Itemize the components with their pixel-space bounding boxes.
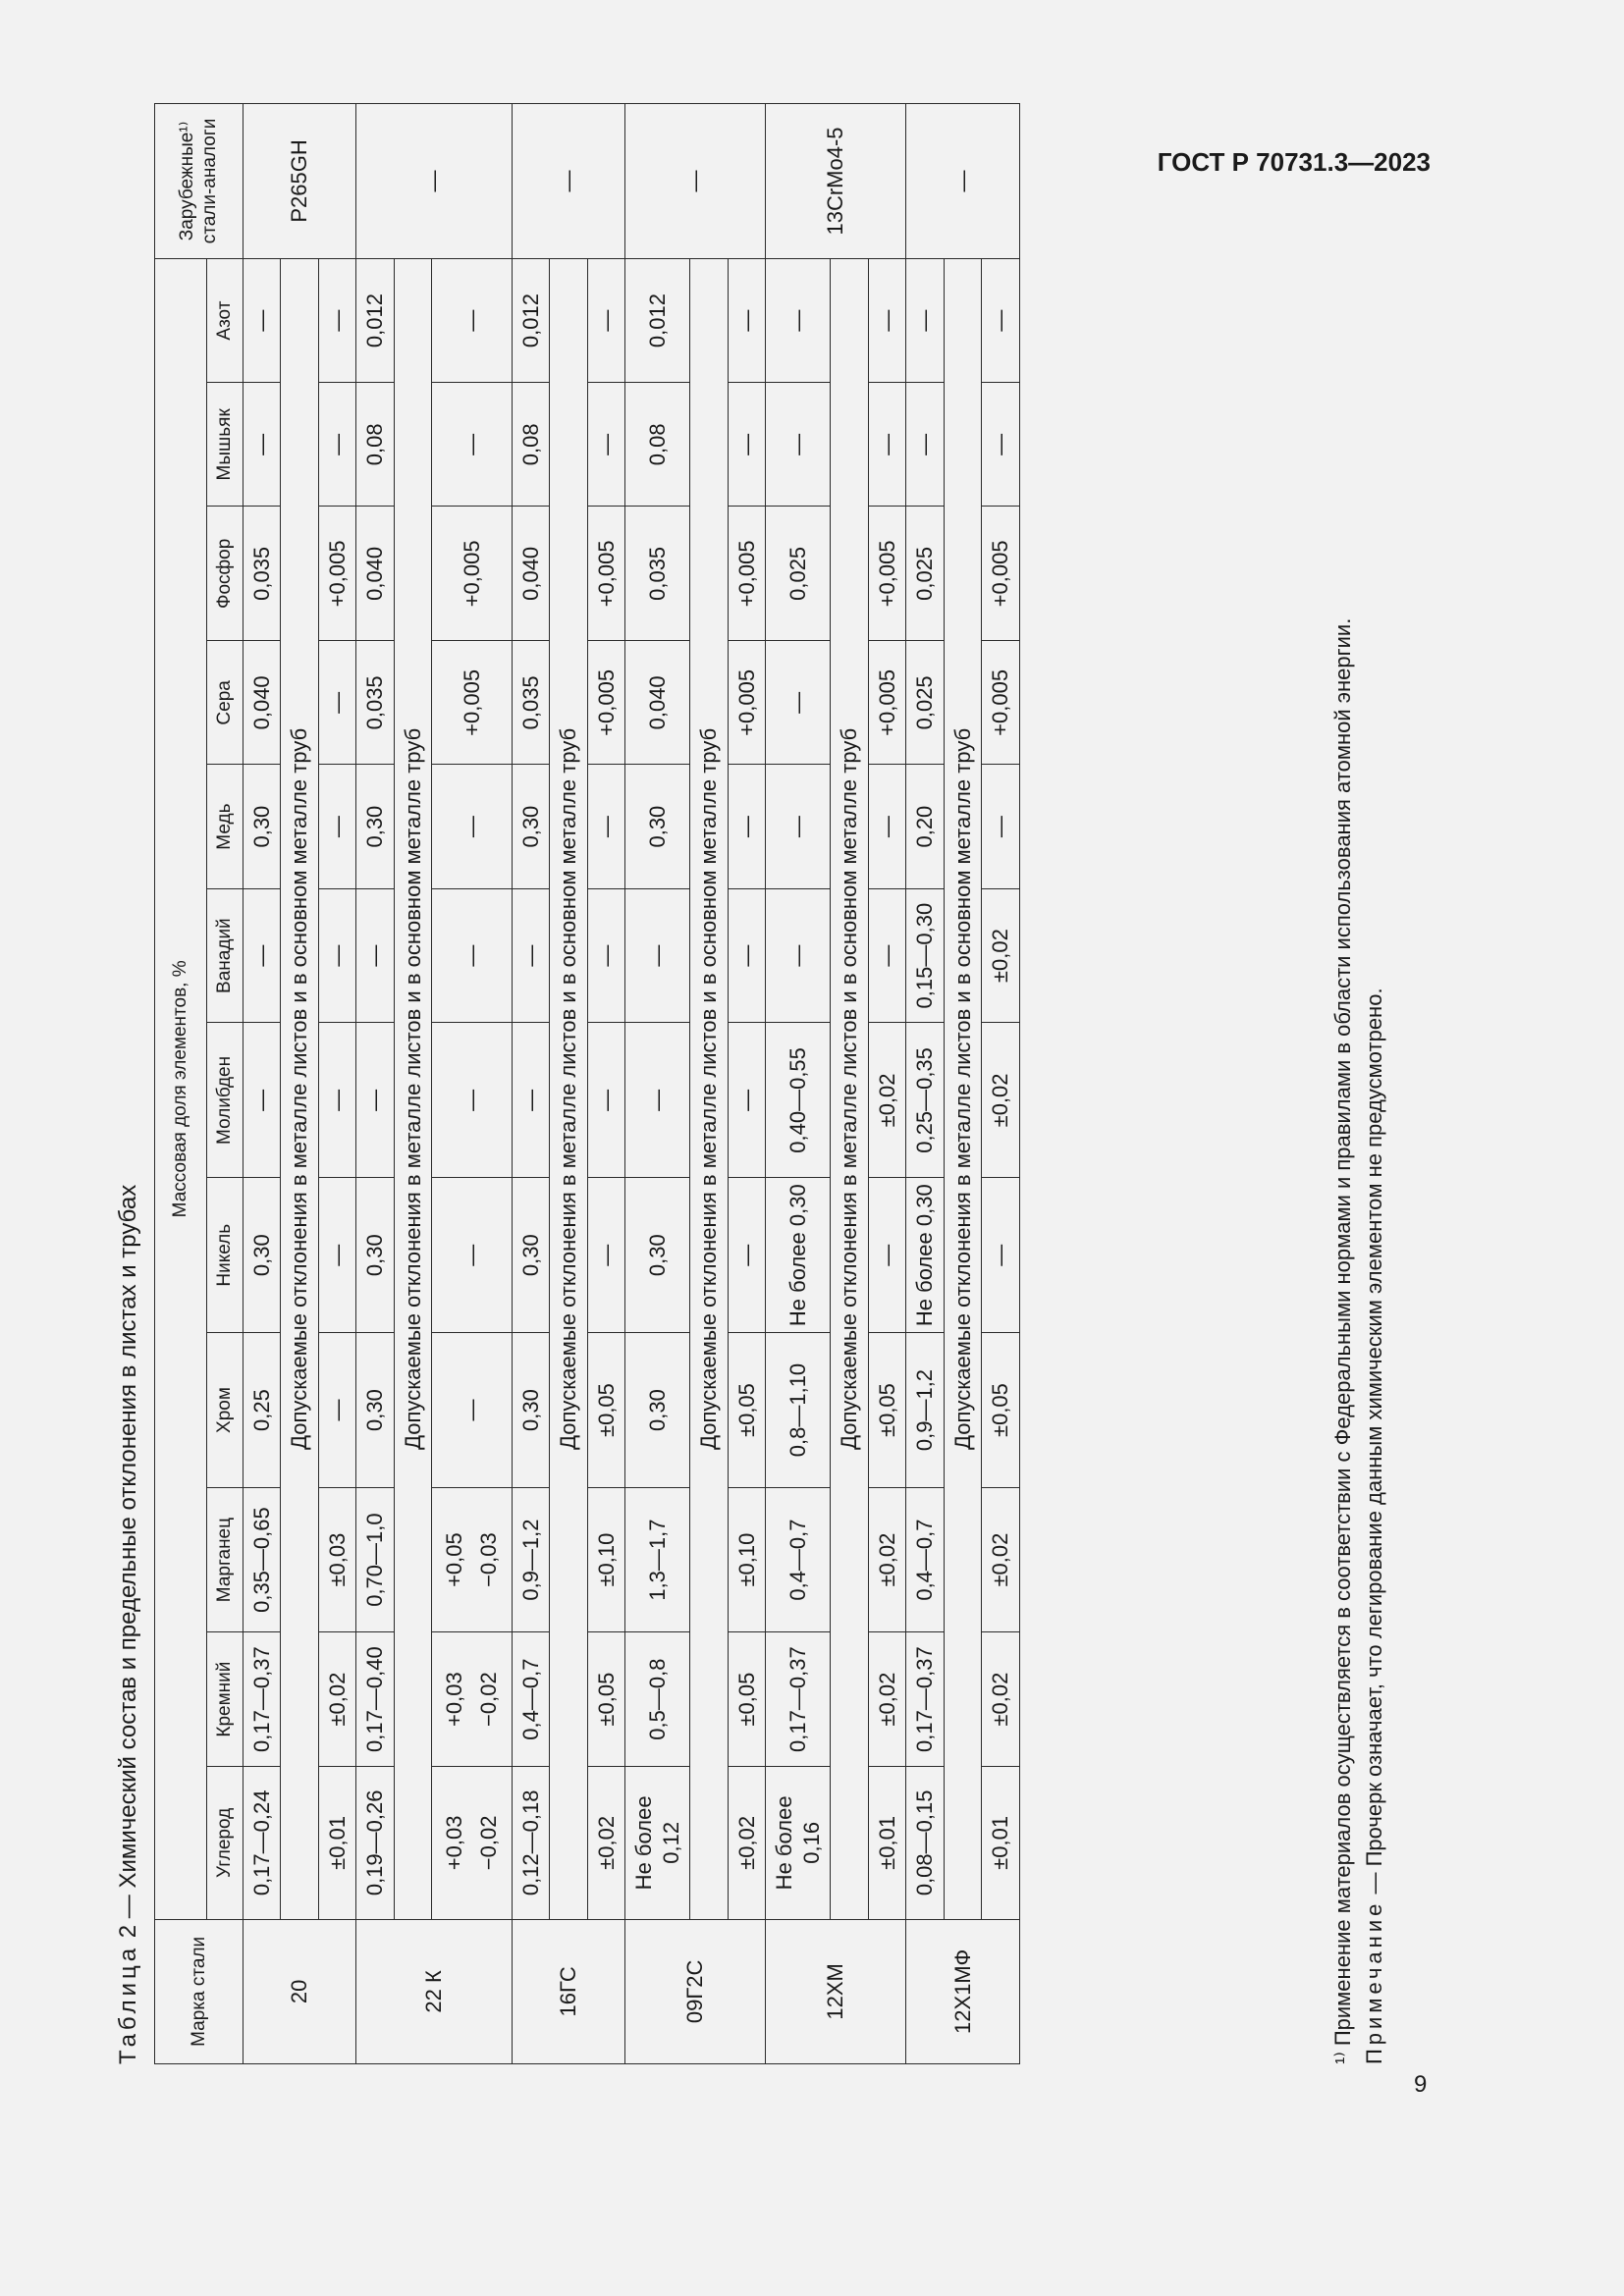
deviation-cell: — xyxy=(318,1023,356,1178)
composition-cell: 0,012 xyxy=(512,258,550,382)
composition-cell: 0,4—0,7 xyxy=(512,1632,550,1767)
deviation-cell: +0,005 xyxy=(432,507,512,641)
deviation-cell: — xyxy=(587,1178,625,1333)
deviation-cell: ±0,02 xyxy=(982,1632,1020,1767)
deviation-cell: ±0,02 xyxy=(587,1767,625,1920)
deviation-lower: −0,03 xyxy=(476,1532,502,1587)
composition-cell: 0,17—0,24 xyxy=(243,1767,281,1920)
deviation-cell: ±0,02 xyxy=(318,1632,356,1767)
steel-grade: 16ГС xyxy=(512,1919,625,2063)
composition-cell: 0,035 xyxy=(512,641,550,765)
deviation-cell: — xyxy=(868,888,906,1023)
header-element: Сера xyxy=(207,641,244,765)
deviation-upper: +0,03 xyxy=(442,1815,467,1871)
deviation-cell: ±0,05 xyxy=(587,1333,625,1488)
table-caption-label: Таблица xyxy=(115,1944,141,2064)
composition-cell: — xyxy=(356,1023,395,1178)
deviation-cell: +0,005 xyxy=(728,507,766,641)
table-caption xyxy=(115,1185,142,2064)
composition-cell: Не более 0,16 xyxy=(766,1767,831,1920)
composition-cell: 0,035 xyxy=(625,507,690,641)
deviation-cell: — xyxy=(982,258,1020,382)
footnote-1: ¹⁾ Применение материалов осуществляется в соответствии с Федеральными нормами и правилами в области использования атомной энергии. xyxy=(1330,617,1355,2064)
deviation-cell: — xyxy=(728,258,766,382)
composition-cell: 0,9—1,2 xyxy=(906,1333,945,1488)
composition-cell: 0,4—0,7 xyxy=(766,1487,831,1631)
deviation-cell: ±0,02 xyxy=(728,1767,766,1920)
deviation-cell xyxy=(432,1487,512,1631)
composition-cell: 0,4—0,7 xyxy=(906,1487,945,1631)
deviation-cell: ±0,03 xyxy=(318,1487,356,1631)
deviation-cell: — xyxy=(982,383,1020,507)
composition-cell: 0,30 xyxy=(625,1333,690,1488)
composition-cell: 0,8—1,10 xyxy=(766,1333,831,1488)
composition-cell: 0,17—0,37 xyxy=(906,1632,945,1767)
composition-cell: 0,20 xyxy=(906,765,945,888)
deviation-cell: ±0,10 xyxy=(587,1487,625,1631)
deviation-cell: +0,005 xyxy=(432,641,512,765)
analog-steel: — xyxy=(356,104,512,259)
header-element: Никель xyxy=(207,1178,244,1333)
composition-cell: 0,5—0,8 xyxy=(625,1632,690,1767)
deviation-cell: — xyxy=(868,1178,906,1333)
composition-cell: — xyxy=(906,258,945,382)
composition-cell: 0,040 xyxy=(512,507,550,641)
deviation-cell: — xyxy=(728,383,766,507)
header-element: Ванадий xyxy=(207,888,244,1023)
deviation-cell: — xyxy=(318,258,356,382)
deviation-row xyxy=(318,104,356,2064)
deviation-label-row xyxy=(550,104,588,2064)
composition-cell: 0,17—0,37 xyxy=(766,1632,831,1767)
deviation-cell: — xyxy=(432,1333,512,1488)
deviation-label-row xyxy=(690,104,729,2064)
composition-cell: 0,30 xyxy=(356,765,395,888)
composition-cell: 0,035 xyxy=(243,507,281,641)
deviation-cell: ±0,01 xyxy=(982,1767,1020,1920)
note-text: — Прочерк означает, что легирование данным химическим элементом не предусмотрено. xyxy=(1361,988,1386,1895)
deviation-cell: — xyxy=(587,888,625,1023)
deviation-cell: ±0,01 xyxy=(318,1767,356,1920)
composition-cell: — xyxy=(243,1023,281,1178)
composition-cell: 0,035 xyxy=(356,641,395,765)
table-row xyxy=(625,104,690,2064)
deviation-cell: — xyxy=(868,765,906,888)
analog-steel: P265GH xyxy=(243,104,356,259)
deviation-cell: ±0,05 xyxy=(982,1333,1020,1488)
deviation-cell: ±0,02 xyxy=(868,1487,906,1631)
deviation-label-row xyxy=(831,104,869,2064)
deviation-cell: — xyxy=(587,1023,625,1178)
deviation-cell: — xyxy=(432,888,512,1023)
header-element: Фосфор xyxy=(207,507,244,641)
analog-steel: — xyxy=(625,104,766,259)
composition-cell: — xyxy=(512,1023,550,1178)
header-element: Молибден xyxy=(207,1023,244,1178)
deviation-cell: — xyxy=(318,1333,356,1488)
deviation-cell: +0,005 xyxy=(318,507,356,641)
composition-cell: 1,3—1,7 xyxy=(625,1487,690,1631)
deviation-label-row xyxy=(394,104,432,2064)
deviation-cell: ±0,05 xyxy=(728,1632,766,1767)
deviation-label: Допускаемые отклонения в металле листов и в основном металле труб xyxy=(944,258,982,1919)
rotated-table-block xyxy=(115,103,1431,2064)
deviation-cell: ±0,05 xyxy=(587,1632,625,1767)
composition-cell: — xyxy=(625,1023,690,1178)
deviation-label: Допускаемые отклонения в металле листов и в основном металле труб xyxy=(394,258,432,1919)
deviation-cell: — xyxy=(318,765,356,888)
composition-cell: 0,15—0,30 xyxy=(906,888,945,1023)
analog-steel: — xyxy=(906,104,1020,259)
deviation-cell: ±0,02 xyxy=(982,1487,1020,1631)
deviation-cell: — xyxy=(982,765,1020,888)
composition-cell: Не более 0,12 xyxy=(625,1767,690,1920)
composition-cell: 0,025 xyxy=(906,641,945,765)
deviation-upper: +0,05 xyxy=(442,1532,467,1587)
deviation-cell: — xyxy=(728,765,766,888)
table-row xyxy=(356,104,395,2064)
deviation-cell: +0,005 xyxy=(587,507,625,641)
composition-cell: 0,9—1,2 xyxy=(512,1487,550,1631)
composition-cell: 0,30 xyxy=(625,1178,690,1333)
composition-cell: 0,025 xyxy=(766,507,831,641)
composition-cell: 0,30 xyxy=(625,765,690,888)
note-label: Примечание xyxy=(1361,1899,1386,2064)
composition-cell: 0,025 xyxy=(906,507,945,641)
document-code: ГОСТ Р 70731.3—2023 xyxy=(1157,147,1431,177)
composition-cell: 0,08 xyxy=(625,383,690,507)
composition-cell: 0,30 xyxy=(512,1333,550,1488)
composition-cell: 0,30 xyxy=(512,765,550,888)
deviation-cell: — xyxy=(728,1023,766,1178)
chemical-composition-table xyxy=(154,103,1020,2064)
header-grade: Марка стали xyxy=(155,1919,244,2063)
deviation-cell: — xyxy=(587,258,625,382)
composition-cell: — xyxy=(243,258,281,382)
deviation-cell: +0,005 xyxy=(587,641,625,765)
composition-cell: 0,08 xyxy=(512,383,550,507)
deviation-label: Допускаемые отклонения в металле листов и в основном металле труб xyxy=(550,258,588,1919)
deviation-cell: — xyxy=(432,1023,512,1178)
deviation-cell: +0,005 xyxy=(728,641,766,765)
analog-steel: — xyxy=(512,104,625,259)
deviation-cell: — xyxy=(587,765,625,888)
composition-cell: Не более 0,30 xyxy=(906,1178,945,1333)
deviation-cell: — xyxy=(982,1178,1020,1333)
header-analogs: Зарубежные¹⁾ стали-аналоги xyxy=(155,104,244,259)
composition-cell: 0,70—1,0 xyxy=(356,1487,395,1631)
deviation-cell: — xyxy=(432,765,512,888)
deviation-cell: ±0,02 xyxy=(982,888,1020,1023)
deviation-cell: ±0,01 xyxy=(868,1767,906,1920)
deviation-label: Допускаемые отклонения в металле листов и в основном металле труб xyxy=(690,258,729,1919)
composition-cell: 0,012 xyxy=(625,258,690,382)
composition-cell: 0,19—0,26 xyxy=(356,1767,395,1920)
composition-cell: — xyxy=(766,258,831,382)
composition-cell: 0,30 xyxy=(356,1178,395,1333)
deviation-label-row xyxy=(281,104,319,2064)
composition-cell: — xyxy=(243,888,281,1023)
deviation-lower: −0,02 xyxy=(476,1672,502,1727)
composition-cell: 0,17—0,40 xyxy=(356,1632,395,1767)
table-note xyxy=(1359,618,1390,2064)
deviation-cell: — xyxy=(868,383,906,507)
deviation-cell: ±0,10 xyxy=(728,1487,766,1631)
header-element: Углерод xyxy=(207,1767,244,1920)
deviation-lower: −0,02 xyxy=(476,1815,502,1871)
table-row xyxy=(512,104,550,2064)
steel-grade: 12ХМ xyxy=(766,1919,906,2063)
header-element: Медь xyxy=(207,765,244,888)
deviation-cell: +0,005 xyxy=(982,641,1020,765)
steel-grade: 09Г2С xyxy=(625,1919,766,2063)
header-mass-fraction: Массовая доля элементов, % xyxy=(155,258,207,1919)
composition-cell: 0,25—0,35 xyxy=(906,1023,945,1178)
table-row xyxy=(243,104,281,2064)
deviation-cell xyxy=(432,1632,512,1767)
composition-cell: — xyxy=(625,888,690,1023)
table-row xyxy=(766,104,831,2064)
composition-cell: 0,040 xyxy=(625,641,690,765)
steel-grade: 20 xyxy=(243,1919,356,2063)
composition-cell: — xyxy=(766,383,831,507)
composition-cell: 0,08—0,15 xyxy=(906,1767,945,1920)
deviation-cell: — xyxy=(728,1178,766,1333)
header-element: Хром xyxy=(207,1333,244,1488)
composition-cell: — xyxy=(356,888,395,1023)
deviation-cell: — xyxy=(432,258,512,382)
deviation-cell: +0,005 xyxy=(868,507,906,641)
deviation-label: Допускаемые отклонения в металле листов и в основном металле труб xyxy=(281,258,319,1919)
composition-cell: — xyxy=(512,888,550,1023)
composition-cell: — xyxy=(906,383,945,507)
deviation-cell: ±0,05 xyxy=(868,1333,906,1488)
composition-cell: 0,17—0,37 xyxy=(243,1632,281,1767)
deviation-row xyxy=(982,104,1020,2064)
deviation-cell: — xyxy=(318,383,356,507)
page-number: 9 xyxy=(1414,2071,1428,2098)
table-footnotes xyxy=(1327,618,1390,2064)
deviation-cell: +0,005 xyxy=(868,641,906,765)
composition-cell: 0,30 xyxy=(356,1333,395,1488)
header-element: Кремний xyxy=(207,1632,244,1767)
composition-cell: 0,08 xyxy=(356,383,395,507)
deviation-cell: — xyxy=(318,641,356,765)
composition-cell: 0,30 xyxy=(243,1178,281,1333)
composition-cell: 0,30 xyxy=(512,1178,550,1333)
deviation-cell: ±0,02 xyxy=(868,1023,906,1178)
deviation-cell: — xyxy=(728,888,766,1023)
composition-cell: 0,040 xyxy=(356,507,395,641)
deviation-cell: — xyxy=(432,383,512,507)
composition-cell: 0,12—0,18 xyxy=(512,1767,550,1920)
composition-cell: 0,35—0,65 xyxy=(243,1487,281,1631)
deviation-label: Допускаемые отклонения в металле листов и в основном металле труб xyxy=(831,258,869,1919)
steel-grade: 22 К xyxy=(356,1919,512,2063)
deviation-cell: ±0,02 xyxy=(868,1632,906,1767)
deviation-row xyxy=(587,104,625,2064)
deviation-cell xyxy=(432,1767,512,1920)
analog-steel: 13CrMo4-5 xyxy=(766,104,906,259)
deviation-cell: — xyxy=(587,383,625,507)
header-element: Мышьяк xyxy=(207,383,244,507)
composition-cell: 0,040 xyxy=(243,641,281,765)
composition-cell: — xyxy=(766,765,831,888)
composition-cell: 0,012 xyxy=(356,258,395,382)
steel-grade: 12Х1МФ xyxy=(906,1919,1020,2063)
header-element: Азот xyxy=(207,258,244,382)
deviation-row xyxy=(728,104,766,2064)
deviation-cell: — xyxy=(318,888,356,1023)
deviation-row xyxy=(868,104,906,2064)
deviation-row xyxy=(432,104,512,2064)
table-row xyxy=(906,104,945,2064)
composition-cell: 0,40—0,55 xyxy=(766,1023,831,1178)
composition-cell: — xyxy=(766,641,831,765)
header-element: Марганец xyxy=(207,1487,244,1631)
deviation-label-row xyxy=(944,104,982,2064)
composition-cell: — xyxy=(766,888,831,1023)
deviation-cell: — xyxy=(432,1178,512,1333)
table-caption-text: 2 — Химический состав и предельные отклонения в листах и трубах xyxy=(115,1184,141,1939)
composition-cell: — xyxy=(243,383,281,507)
deviation-upper: +0,03 xyxy=(442,1672,467,1727)
composition-cell: 0,25 xyxy=(243,1333,281,1488)
deviation-cell: ±0,05 xyxy=(728,1333,766,1488)
deviation-cell: — xyxy=(868,258,906,382)
deviation-cell: ±0,02 xyxy=(982,1023,1020,1178)
composition-cell: 0,30 xyxy=(243,765,281,888)
deviation-cell: +0,005 xyxy=(982,507,1020,641)
composition-cell: Не более 0,30 xyxy=(766,1178,831,1333)
deviation-cell: — xyxy=(318,1178,356,1333)
